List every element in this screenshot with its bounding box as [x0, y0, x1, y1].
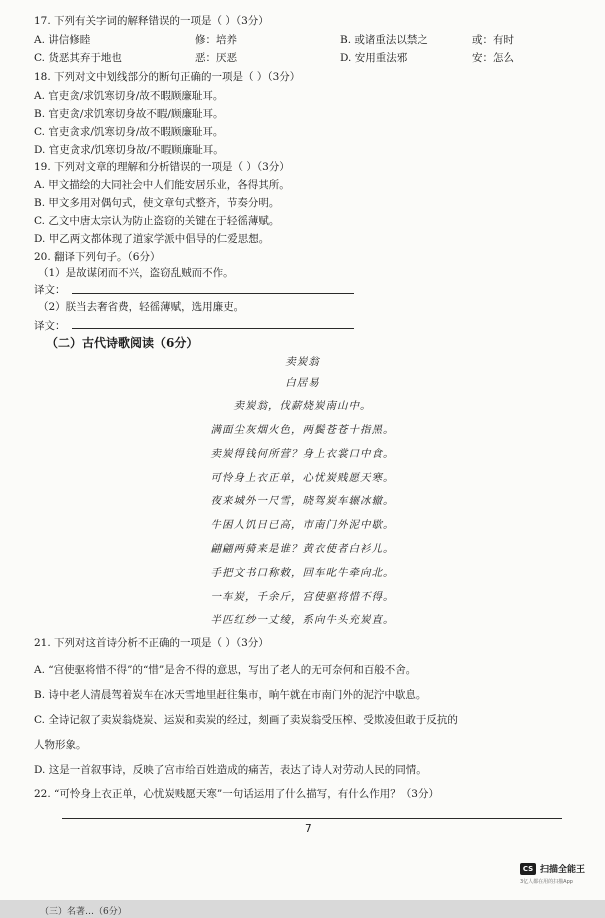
poem-line: 翩翩两骑来是谁？黄衣使者白衫儿。 [210, 543, 395, 555]
poem-line: 可怜身上衣正单，心忧炭贱愿天寒。 [210, 472, 395, 484]
q17-option-c-gloss: 恶：厌恶 [195, 52, 237, 64]
poem-line: 半匹红纱一丈绫，系向牛头充炭直。 [210, 614, 395, 626]
poem-line: 满面尘灰烟火色，两鬓苍苍十指黑。 [210, 424, 395, 436]
q21-option-b: B. 诗中老人清晨驾着炭车在冰天雪地里赶往集市，晌午就在市南门外的泥泞中歇息。 [34, 689, 427, 701]
q18-option-a: A. 官吏贪/求饥寒切身/故不暇顾廉耻耳。 [34, 90, 224, 102]
q20-sentence-2: （2）朕当去奢省费，轻徭薄赋，选用廉吏。 [38, 301, 245, 313]
q21-stem: 21. 下列对这首诗分析不正确的一项是（ ）（3分） [34, 637, 269, 649]
q21-option-a: A. “宫使驱将惜不得”的“惜”是舍不得的意思，写出了老人的无可奈何和百般不舍。 [34, 664, 417, 676]
q18-option-b: B. 官吏贪/求饥寒切身故不暇/顾廉耻耳。 [34, 108, 224, 120]
q19-option-b: B. 甲文多用对偶句式，使文章句式整齐，节奏分明。 [34, 197, 280, 209]
q22-stem: 22. “可怜身上衣正单，心忧炭贱愿天寒”一句话运用了什么描写，有什么作用？（3分） [34, 788, 439, 800]
poem-line: 卖炭得钱何所营？身上衣裳口中食。 [210, 448, 395, 460]
q19-option-c: C. 乙文中唐太宗认为防止盗窃的关键在于轻徭薄赋。 [34, 215, 280, 227]
q17-option-d-gloss: 安：怎么 [472, 52, 514, 64]
q17-option-c: C. 货恶其弃于地也 [34, 52, 122, 64]
q18-option-c: C. 官吏贪求/饥寒切身/故不暇顾廉耻耳。 [34, 126, 224, 138]
q20-answer-label-1: 译文： [34, 284, 66, 296]
section-heading: （二）古代诗歌阅读（6分） [46, 336, 199, 350]
q20-answer-line-1[interactable] [72, 293, 354, 294]
q18-option-d: D. 官吏贪求/饥寒切身故/不暇顾廉耻耳。 [34, 144, 224, 156]
q19-option-d: D. 甲乙两文都体现了道家学派中倡导的仁爱思想。 [34, 233, 270, 245]
poem-title: 卖炭翁 [285, 356, 320, 368]
poem-line: 手把文书口称敕，回车叱牛牵向北。 [210, 567, 395, 579]
scanner-watermark [520, 862, 585, 875]
q17-option-d: D. 安用重法邪 [340, 52, 408, 64]
watermark-tagline: 3亿人都在用的扫描App [520, 879, 573, 885]
watermark-app-name: 扫描全能王 [540, 865, 586, 875]
q19-option-a: A. 甲文描绘的大同社会中人们能安居乐业，各得其所。 [34, 179, 290, 191]
q19-stem: 19. 下列对文章的理解和分析错误的一项是（ ）（3分） [34, 161, 290, 173]
camscanner-logo-icon: CS [520, 863, 536, 875]
q17-option-b: B. 或诸重法以禁之 [340, 34, 428, 46]
q18-stem: 18. 下列对文中划线部分的断句正确的一项是（ ）（3分） [34, 71, 301, 83]
q20-answer-line-2[interactable] [72, 328, 354, 329]
poem-line: 卖炭翁，伐薪烧炭南山中。 [233, 400, 372, 412]
q20-answer-label-2: 译文： [34, 320, 66, 332]
poem-line: 一车炭，千余斤，宫使驱将惜不得。 [210, 591, 395, 603]
poem-line: 牛困人饥日已高，市南门外泥中歇。 [210, 519, 395, 531]
page-number: 7 [305, 823, 312, 835]
q20-sentence-1: （1）是故谋闭而不兴，盗窃乱贼而不作。 [38, 267, 234, 279]
q21-option-d: D. 这是一首叙事诗，反映了宫市给百姓造成的痛苦，表达了诗人对劳动人民的同情。 [34, 764, 427, 776]
q20-stem: 20. 翻译下列句子。（6分） [34, 251, 161, 263]
next-page-fragment: （三）名著…（6分） [40, 907, 127, 917]
footer-rule [62, 818, 562, 819]
q21-option-c: C. 全诗记叙了卖炭翁烧炭、运炭和卖炭的经过，刻画了卖炭翁受压榨、受欺凌但敢于反抗的 [34, 714, 458, 726]
poem-author: 白居易 [285, 377, 320, 389]
poem-line: 夜来城外一尺雪，晓驾炭车辗冰辙。 [210, 495, 395, 507]
q21-option-c-cont: 人物形象。 [34, 739, 87, 751]
q17-option-a: A. 讲信修睦 [34, 34, 91, 46]
q17-option-a-gloss: 修：培养 [195, 34, 237, 46]
q17-option-b-gloss: 或：有时 [472, 34, 514, 46]
q17-stem: 17. 下列有关字词的解释错误的一项是（ ）（3分） [34, 15, 269, 27]
